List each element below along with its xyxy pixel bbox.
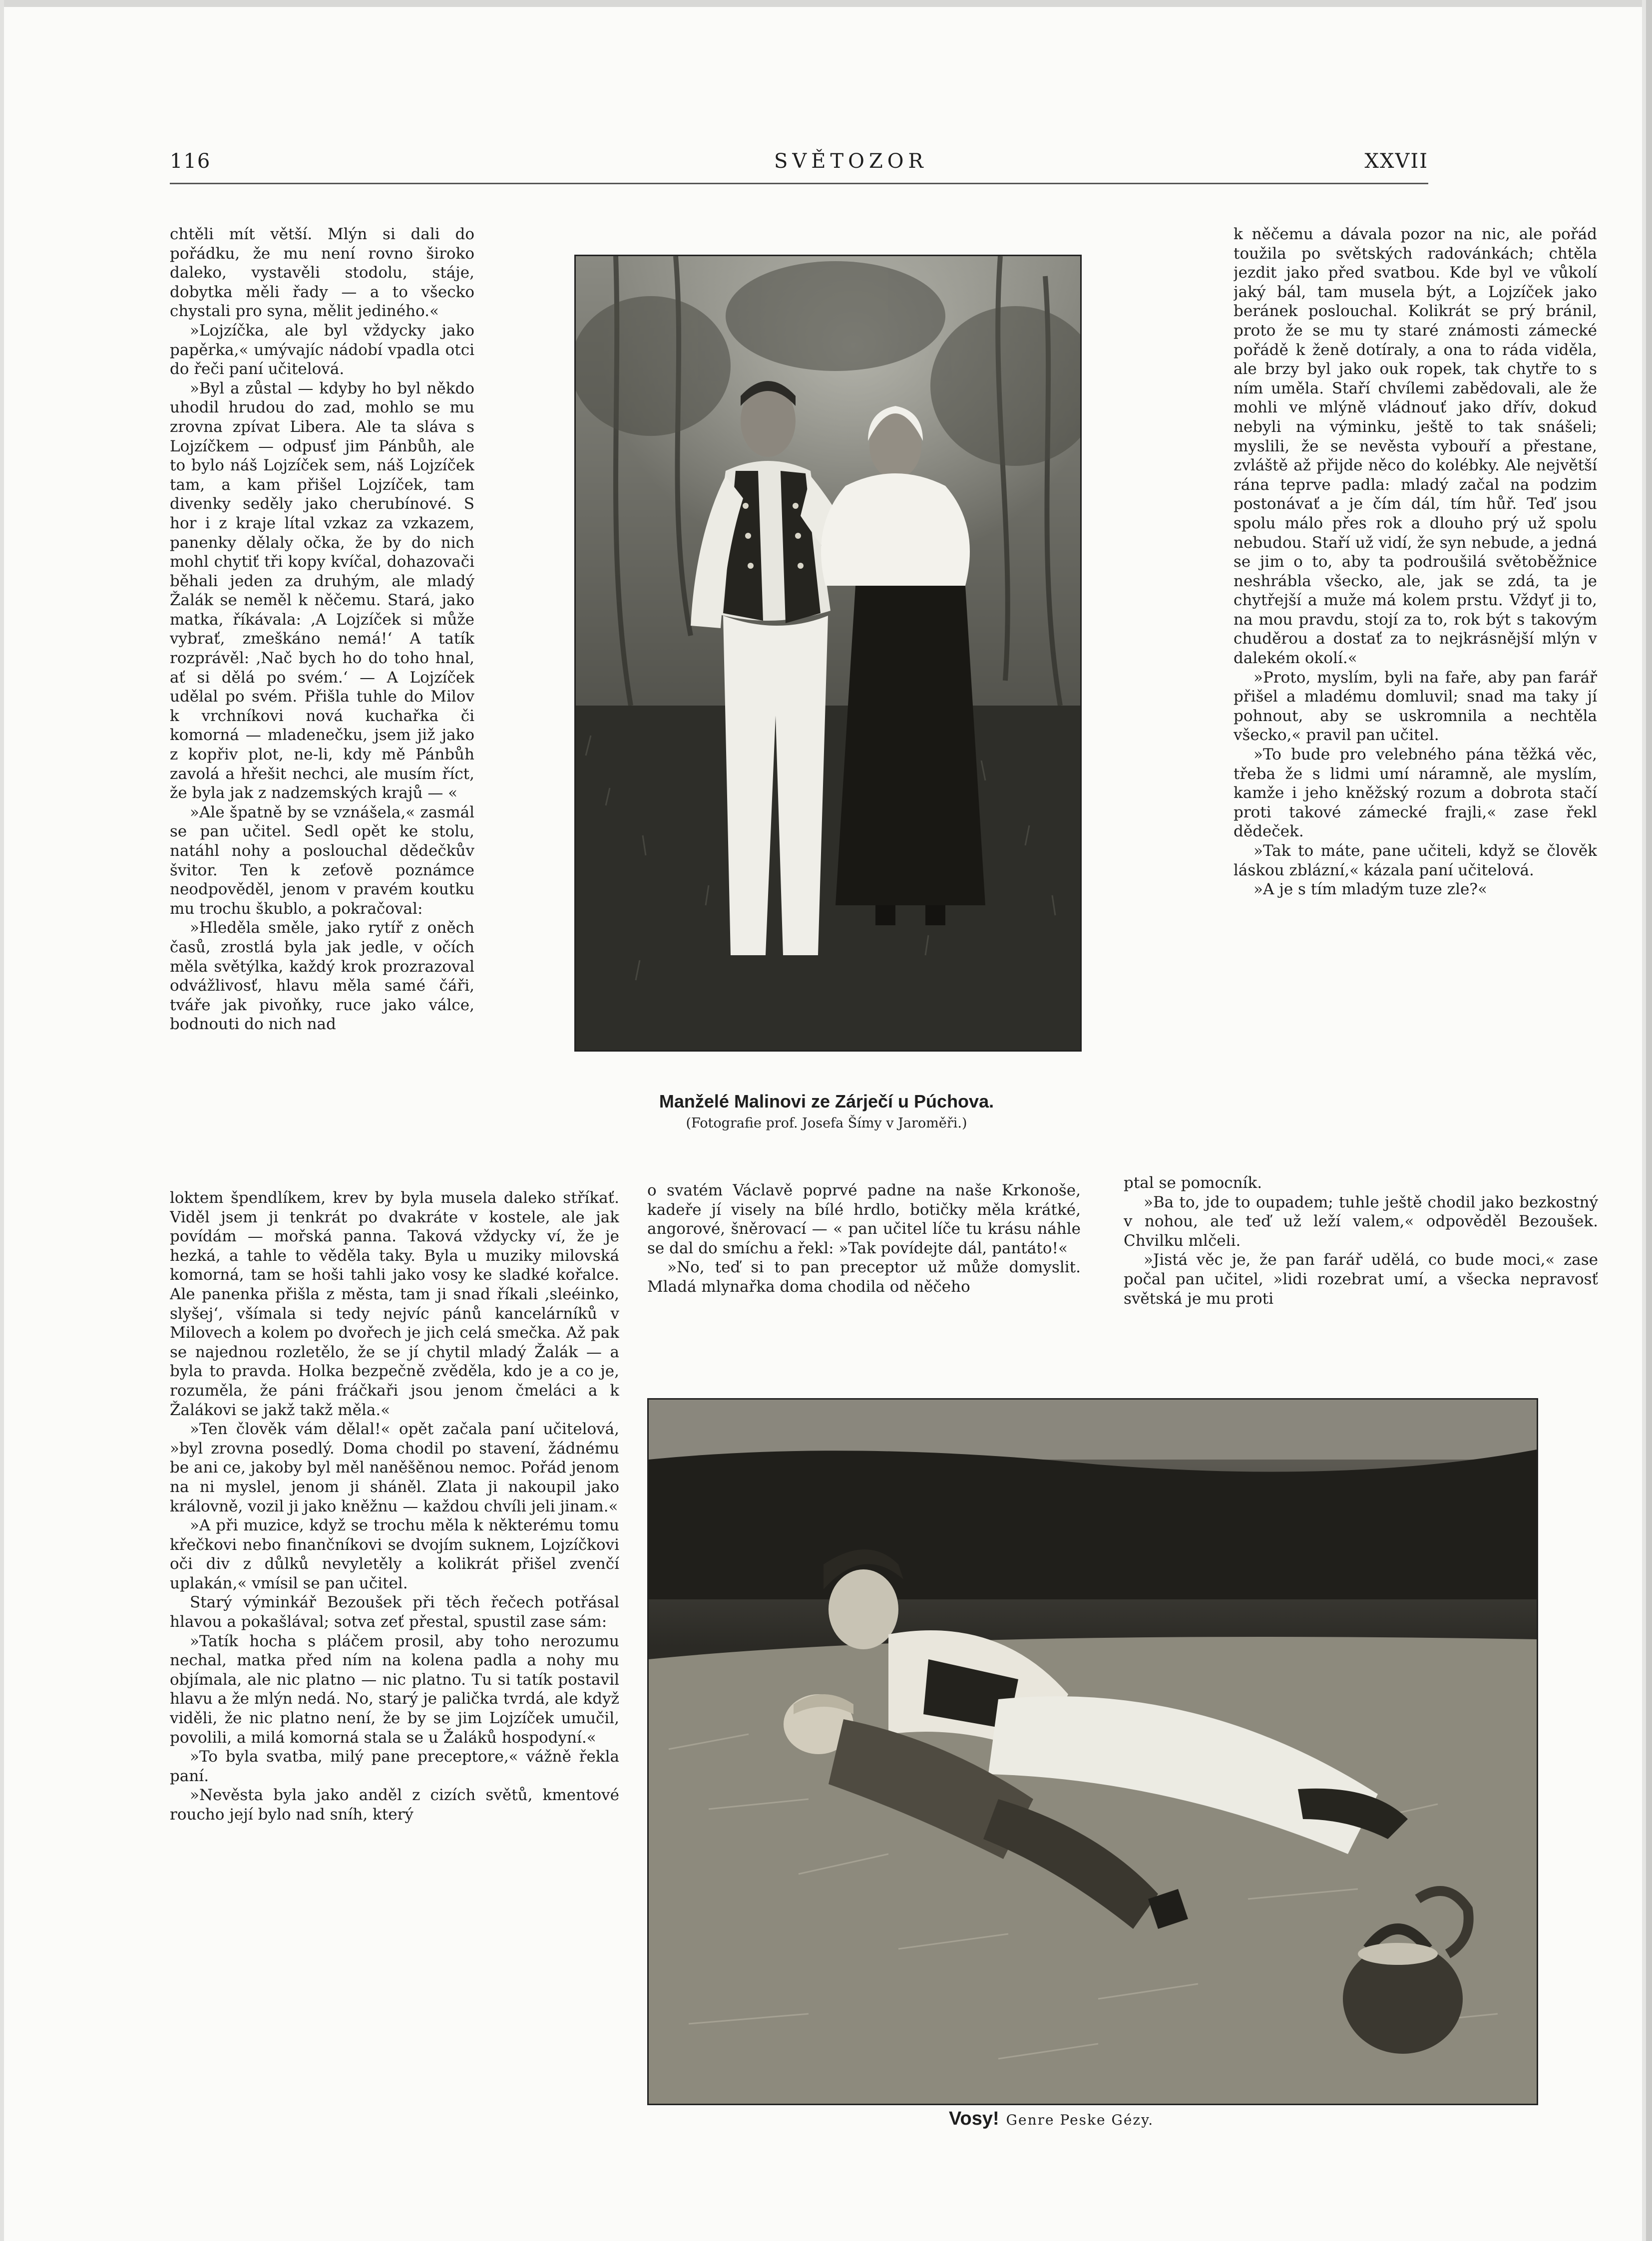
- painting-title: Vosy!: [949, 2108, 999, 2129]
- paragraph: k něčemu a dávala pozor na nic, ale pořád toužila po světských radovánkách; chtěla jezdit jako před svatbou. Kde byl ve vůkolí jaký bál, tam musela být, a Lojzíček jako beránek poslouchal. Kolikrát se prý bránil, proto že se mu ty staré známosti zámecké pořádě k ženě dotíraly, a ona to ráda viděla, ale brzy byl jako ouk ropek, tak chytře to s ním uměla. Staří chvílemi zabědovali, ale že mohli ve mlýně vládnouť jako dřív, dokud nebyli na výminku, ještě to tak snášeli; myslili, že se nevěsta vybouří a přestane, zvláště až přijde něco do kolébky. Ale největší rána teprve padla: mladý začal na podzim postonávať a je čím dál, tím hůř. Teď jsou spolu málo přes rok a dlouho prý už spolu nebudou. Staří už vidí, že syn nebude, a jedná se jim o to, aby ta podroušilá světoběžnice neshrábla všecko, ale, jak se zdá, ta je chytřejší a muže má kolem prstu. Vždyť ji to, na mou pravdu, stojí za to, rok být s takovým chuděrou a dostať za to nejkrásnější mlýn v dalekém okolí.«: [1234, 225, 1597, 668]
- paragraph: »Proto, myslím, byli na faře, aby pan farář přišel a mladému domluvil; snad ma taky jí pohnout, aby se uskromnila a nechtěla všecko,« pravil pan učitel.: [1234, 668, 1597, 745]
- paragraph: »Ba to, jde to oupadem; tuhle ještě chodil jako bezkostný v nohou, ale teď už leží valem,« odpověděl Bezoušek. Chvilku mlčeli.: [1124, 1193, 1598, 1250]
- paragraph: Starý výminkář Bezoušek při těch řečech potřásal hlavou a pokašlával; sotva zeť přestal, spustil zase sám:: [170, 1593, 619, 1631]
- right-column-bottom: [1124, 1173, 1598, 1338]
- paragraph: »Lojzíčka, ale byl vždycky jako papěrka,« umývajíc nádobí vpadla otci do řeči paní učitelová.: [170, 321, 474, 378]
- paragraph: »Tak to máte, pane učiteli, když se člověk láskou zblázní,« kázala paní učitelová.: [1234, 842, 1597, 879]
- right-column-top: [1234, 225, 1597, 1188]
- page-edge-right: [1642, 0, 1652, 2241]
- paragraph: »Ten člověk vám dělal!« opět začala paní učitelová, »byl zrovna posedlý. Doma chodil po stavení, žádnému be ani ce, jakoby byl měl naněšěnou nemoc. Pořád jenom na ni myslel, jenom ji sháněl. Zlata ji nakoupil jako královně, vozil ji jako kněžnu — každou chvíli jeli jinam.«: [170, 1420, 619, 1515]
- paragraph: »No, teď si to pan preceptor už může domyslit. Mladá mlynařka doma chodila od něčeho: [647, 1258, 1081, 1296]
- paragraph: »To byla svatba, milý pane preceptore,« vážně řekla paní.: [170, 1748, 619, 1785]
- paragraph: »Ale špatně by se vznášela,« zasmál se pan učitel. Sedl opět ke stolu, natáhl nohy a poslouchal dědečkův švitor. Ten k zeťově poznámce neodpověděl, jenom v pravém koutku mu trochu škublo, a pokračoval:: [170, 803, 474, 918]
- paragraph: »Nevěsta byla jako anděl z cizích světů, kmentové roucho její bylo nad sníh, který: [170, 1786, 619, 1824]
- paragraph: »A je s tím mladým tuze zle?«: [1253, 880, 1487, 899]
- page-edge-top: [0, 0, 1652, 7]
- painting-credit: Genre Peske Gézy.: [1006, 2112, 1154, 2128]
- paragraph: »Hleděla směle, jako rytíř z oněch časů, zrostlá byla jak jedle, v očích měla světýlka, každý krok prozrazoval odvážlivosť, hlavu měla samé čáři, tváře jak pivoňky, ruce jako válce, bodnouti do nich nad: [170, 919, 474, 1034]
- children-painting-illustration: [649, 1400, 1537, 2104]
- photo-couple: [574, 255, 1082, 1052]
- paragraph: chtěli mít větší. Mlýn si dali do pořádku, že mu není rovno široko daleko, vystavěli stodolu, stáje, dobytka měli řady — a to všecko chystali pro syna, mělit jediného.«: [170, 225, 474, 321]
- paragraph: »Tatík hocha s pláčem prosil, aby toho nerozumu nechal, matka před ním na kolena padla a nohy mu objímala, ale nic platno — nic platno. Tu si tatík postavil hlavu a že mlýn nedá. No, starý je palička tvrdá, ale když viděli, že nic platno není, že by se jim Lojzíček umučil, povolili, a milá komorná stala se u Žaláků hospodyní.«: [170, 1632, 619, 1747]
- paragraph: »A při muzice, když se trochu měla k některému tomu křečkovi nebo finančníkovi se dvojím suknem, Lojzíčkovi oči div z důlků nevyletěly a kolikrát přišel zvenčí uplakán,« vmísil se pan učitel.: [170, 1516, 619, 1592]
- running-header: [170, 150, 1428, 180]
- paragraph: »Byl a zůstal — kdyby ho byl někdo uhodil hrudou do zad, mohlo se mu zrovna zpívat Libera. Ale ta sláva s Lojzíčkem — odpusť jim Pánbůh, ale to bylo náš Lojzíček sem, náš Lojzíček tam, a kam přišel Lojzíček, tam divenky seděly jako cherubínové. S hor i z kraje lítal vzkaz za vzkazem, panenky dělaly očka, že by do nich mohl chytiť tři kopy kvíčal, dohazovači běhali jeden za druhým, ale mladý Žalák se neměl k něčemu. Stará, jako matka, říkávala: ‚A Lojzíček si může vybrať, zmeškáno nemá!‘ A tatík rozprávěl: ‚Nač bych ho do toho hnal, ať si dělá po svém.‘ — A Lojzíček udělal po svém. Přišla tuhle do Milov k vrchníkovi nová kuchařka či komorná — mladenečku, jsem již jako z kopřiv plot, ne-li, kdy mě Pánbůh zavolá a hřešit nechci, ale musím říct, že byla jak z nadzemských krajů — «: [170, 379, 474, 802]
- left-column-top: [170, 225, 474, 1188]
- paragraph: »To bude pro velebného pána těžká věc, třeba že s lidmi umí náramně, ale myslím, kamže i jeho kněžský rozum a dobrota stačí proti takové zámecké frajli,« zase řekl dědeček.: [1234, 746, 1597, 841]
- page-edge-left: [0, 0, 4, 2241]
- couple-photo-credit: (Fotografie prof. Josefa Šímy v Jaroměři.): [686, 1116, 967, 1131]
- couple-photo-caption: Manželé Malinovi ze Zárječí u Púchova.: [659, 1091, 994, 1112]
- paragraph: ptal se pomocník.: [1124, 1174, 1262, 1192]
- page-number: 116: [170, 150, 211, 173]
- middle-column-text: [647, 1181, 1081, 1331]
- paragraph: o svatém Václavě poprvé padne na naše Krkonoše, kadeře jí visely na bílé hrdlo, botičky měla krátké, angorové, šněrovací — « pan učitel líče tu krásu náhle se dal do smíchu a řekl: »Tak povídejte dál, pantáto!«: [647, 1181, 1081, 1257]
- painting-children-wasps: [647, 1398, 1538, 2105]
- paragraph: loktem špendlíkem, krev by byla musela daleko stříkať. Viděl jsem ji tenkrát po dvakráte v kostele, ale jak povídám — mořská panna. Taková vždycky ví, že je hezká, a tahle to věděla taky. Byla u muziky milovská komorná, tam se hoši tahli jako vosy ke sladké kořalce. Ale panenka přišla z města, tam ji snad říkali ‚sleéinko, slyšej‘, všímala si tedy nejvíc pánů kancelárníků v Milovech a kolem po dvořech je jich celá smečka. Až pak se najednou rozletělo, že se jí chytil mladý Žalák — a byla to pravda. Holka bezpečně zvěděla, kdo je a co je, rozuměla, že páni fráčkaři jsou jenom čmeláci a k Žalákovi se jakž takž měla.«: [170, 1189, 619, 1419]
- left-column-bottom: [170, 1188, 619, 2237]
- couple-photo-illustration: [576, 256, 1080, 1050]
- header-rule: [170, 183, 1428, 184]
- volume-number: XXVII: [1364, 150, 1428, 173]
- magazine-title: SVĚTOZOR: [774, 150, 928, 173]
- paragraph: »Jistá věc je, že pan farář udělá, co bude moci,« zase počal pan učitel, »lidi rozebrat umí, a všecka nepravosť světská je mu proti: [1124, 1251, 1598, 1308]
- painting-caption: [949, 2108, 1298, 2130]
